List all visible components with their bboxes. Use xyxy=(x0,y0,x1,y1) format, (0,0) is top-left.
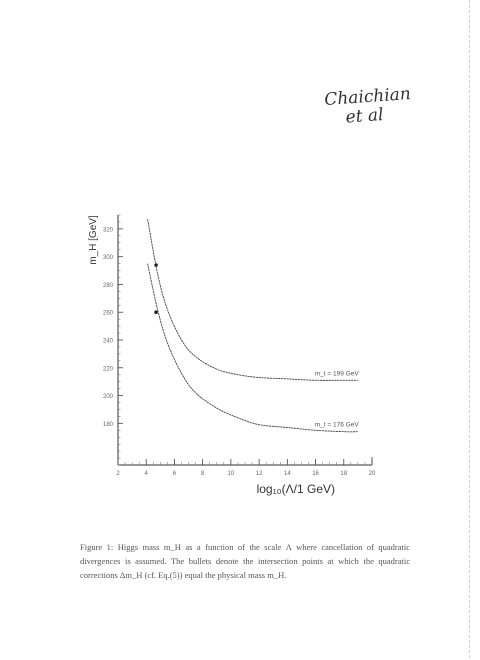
y-axis-label: m_H [GeV] xyxy=(88,215,99,265)
chart-series xyxy=(148,219,358,432)
y-tick-label: 220 xyxy=(102,366,113,373)
x-tick-label: 8 xyxy=(200,471,205,477)
series-line-mt-176 xyxy=(148,264,358,432)
x-axis-label: log₁₀(Λ/1 GeV) xyxy=(256,482,336,496)
series-label: m_t = 199 GeV xyxy=(314,370,359,378)
handwritten-line-2: et al xyxy=(344,104,385,128)
chart-labels xyxy=(88,215,376,496)
figure-caption: Figure 1: Higgs mass m_H as a function of the scale Λ where cancellation of quadratic divergences is assumed. The bullets denote the intersection points at which the quadratic corrections Δm_H (cf. Eq.(5)) equal the physical mass m_H. xyxy=(80,542,410,580)
y-tick-label: 260 xyxy=(102,310,113,317)
y-tick-label: 240 xyxy=(102,338,113,345)
x-tick-label: 2 xyxy=(116,471,120,477)
x-tick-label: 18 xyxy=(340,471,348,477)
handwritten-line-1: Chaichian xyxy=(323,84,412,111)
x-tick-label: 20 xyxy=(368,471,376,477)
x-tick-label: 4 xyxy=(144,471,148,477)
y-tick-label: 320 xyxy=(102,227,113,234)
intersection-bullet xyxy=(154,263,158,267)
x-tick-label: 10 xyxy=(227,471,235,477)
y-tick-label: 300 xyxy=(102,255,113,262)
x-tick-label: 6 xyxy=(172,471,177,477)
series-label: m_t = 176 GeV xyxy=(314,421,359,429)
x-tick-label: 14 xyxy=(283,471,291,477)
x-tick-label: 16 xyxy=(312,471,319,477)
y-tick-label: 200 xyxy=(102,394,113,401)
intersection-bullet xyxy=(154,310,158,314)
y-tick-label: 280 xyxy=(102,282,113,289)
y-tick-label: 180 xyxy=(102,421,113,428)
x-tick-label: 12 xyxy=(255,471,263,477)
series-line-mt-199 xyxy=(148,219,358,380)
